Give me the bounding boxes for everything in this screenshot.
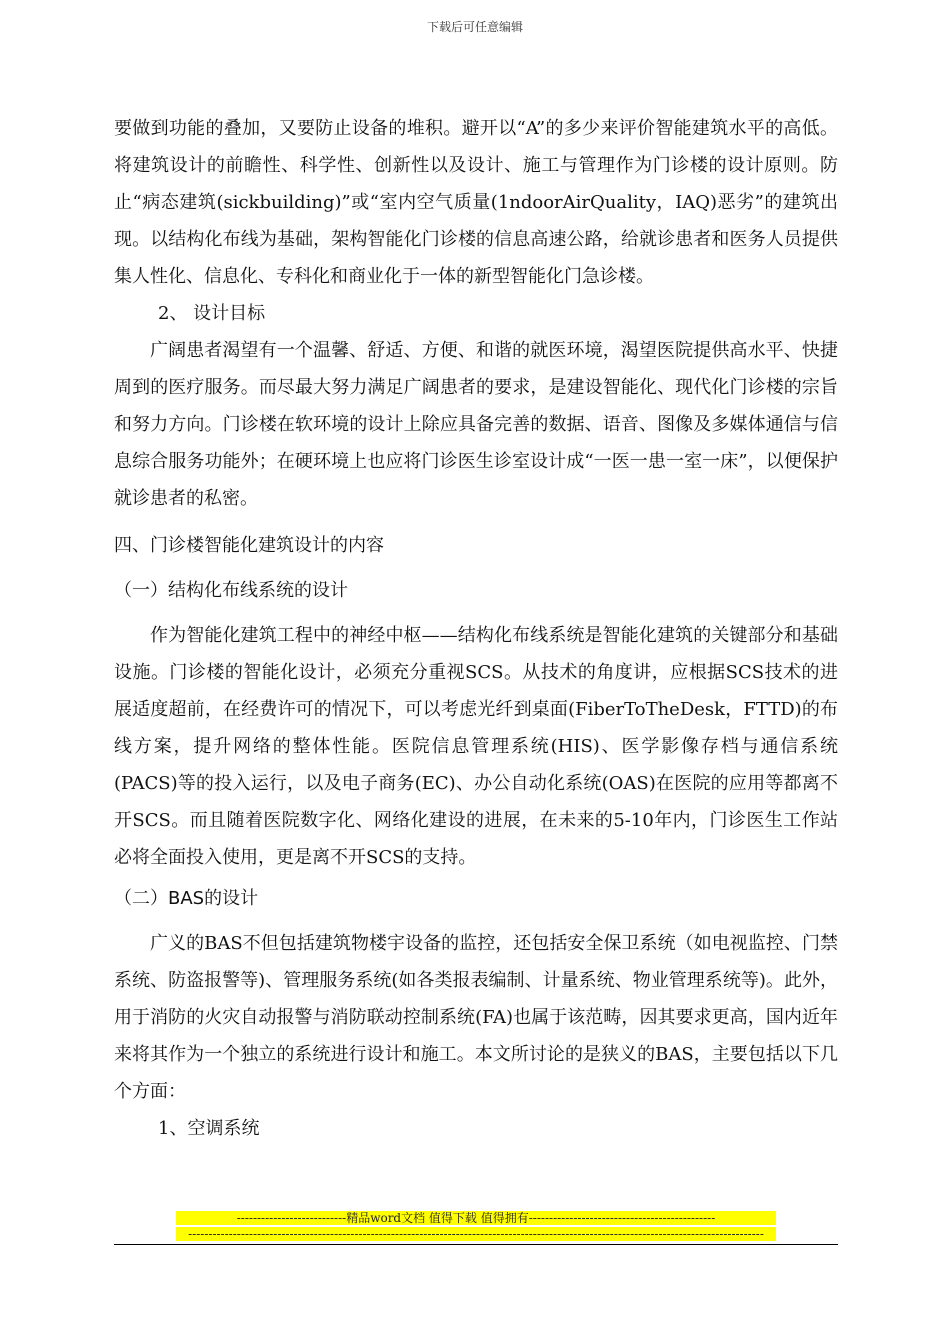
footer-banner-line-2: ---------------------------------------------------------------------------------------------------------------------------------------------- [176, 1227, 776, 1241]
footer-divider [114, 1244, 838, 1245]
document-body [114, 110, 838, 1147]
section-heading-4: 四、门诊楼智能化建筑设计的内容 [114, 535, 384, 556]
paragraph-scs: 作为智能化建筑工程中的神经中枢——结构化布线系统是智能化建筑的关键部分和基础设施。门诊楼的智能化设计，必须充分重视SCS。从技术的角度讲，应根据SCS技术的进展适度超前，在经费许可的情况下，可以考虑光纤到桌面(FiberToTheDesk，FTTD)的布线方案，提升网络的整体性能。医院信息管理系统(HIS)、医学影像存档与通信系统(PACS)等的投入运行，以及电子商务(EC)、办公自动化系统(OAS)在医院的应用等都离不开SCS。而且随着医院数字化、网络化建设的进展，在未来的5-10年内，门诊医生工作站必将全面投入使用，更是离不开SCS的支持。 [114, 625, 838, 868]
numbered-item-design-goal: 2、 设计目标 [158, 303, 266, 324]
subheading-bas: （二）BAS的设计 [114, 888, 259, 909]
numbered-item-hvac: 1、空调系统 [158, 1118, 260, 1139]
footer-banner-line-1: ---------------------------精品word文档 值得下载 值得拥有---------------------------------------------- [176, 1211, 776, 1225]
paragraph-design-goal: 广阔患者渴望有一个温馨、舒适、方便、和谐的就医环境，渴望医院提供高水平、快捷周到的医疗服务。而尽最大努力满足广阔患者的要求，是建设智能化、现代化门诊楼的宗旨和努力方向。门诊楼在软环境的设计上除应具备完善的数据、语音、图像及多媒体通信与信息综合服务功能外；在硬环境上也应将门诊医生诊室设计成“一医一患一室一床”，以便保护就诊患者的私密。 [114, 340, 838, 509]
paragraph-bas: 广义的BAS不但包括建筑物楼宇设备的监控，还包括安全保卫系统（如电视监控、门禁系统、防盗报警等)、管理服务系统(如各类报表编制、计量系统、物业管理系统等)。此外，用于消防的火灾自动报警与消防联动控制系统(FA)也属于该范畴，因其要求更高，国内近年来将其作为一个独立的系统进行设计和施工。本文所讨论的是狭义的BAS，主要包括以下几个方面： [114, 933, 838, 1102]
paragraph-intro-continuation: 要做到功能的叠加，又要防止设备的堆积。避开以“A”的多少来评价智能建筑水平的高低。将建筑设计的前瞻性、科学性、创新性以及设计、施工与管理作为门诊楼的设计原则。防止“病态建筑(sickbuilding)”或“室内空气质量(1ndoorAirQuality，IAQ)恶劣”的建筑出现。以结构化布线为基础，架构智能化门诊楼的信息高速公路，给就诊患者和医务人员提供集人性化、信息化、专科化和商业化于一体的新型智能化门急诊楼。 [114, 118, 838, 287]
page-header: 下载后可任意编辑 [426, 20, 523, 34]
subheading-scs: （一）结构化布线系统的设计 [114, 580, 348, 601]
